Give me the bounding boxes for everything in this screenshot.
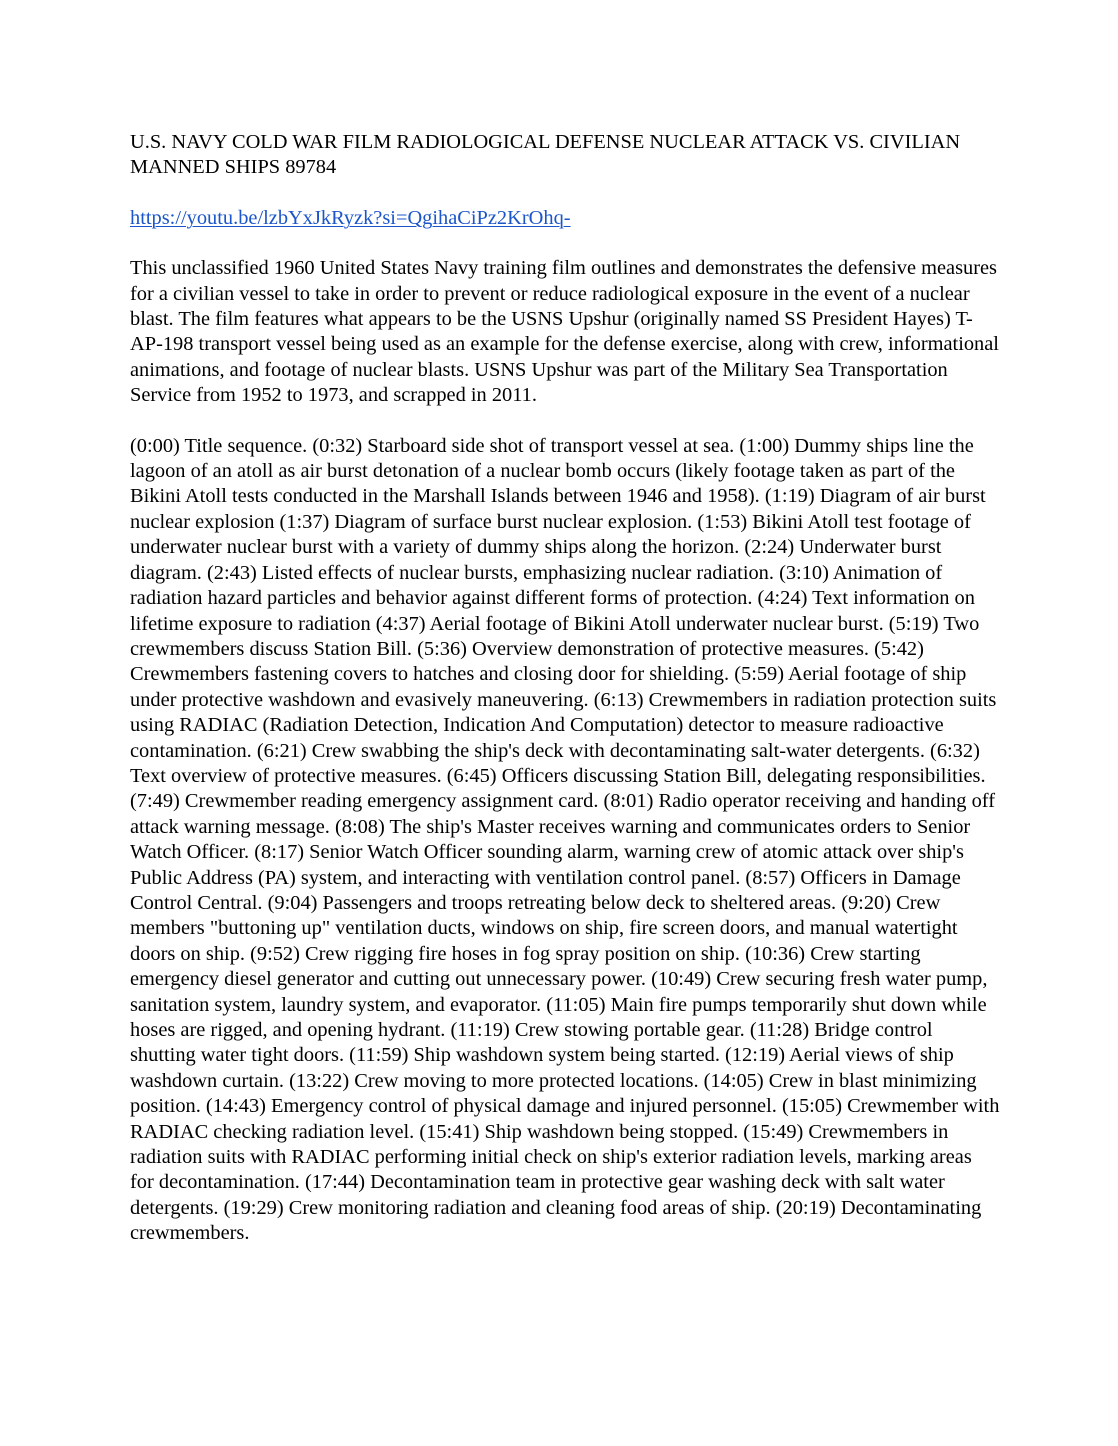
document-title: U.S. NAVY COLD WAR FILM RADIOLOGICAL DEFENSE NUCLEAR ATTACK VS. CIVILIAN MANNED SHIPS 89784 xyxy=(130,131,961,179)
intro-paragraph: This unclassified 1960 United States Navy training film outlines and demonstrates the defensive measures for a civilian vessel to take in order to prevent or reduce radiological exposure in the event of a nuclear blast. The film features what appears to be the USNS Upshur (originally named SS President Hayes) T-AP-198 transport vessel being used as an example for the defense exercise, along with crew, informational animations, and footage of nuclear blasts. USNS Upshur was part of the Military Sea Transportation Service from 1952 to 1973, and scrapped in 2011. xyxy=(130,257,999,407)
document-page xyxy=(130,130,1000,1247)
video-link[interactable]: https://youtu.be/lzbYxJkRyzk?si=QgihaCiPz2KrOhq- xyxy=(130,206,571,229)
link-paragraph xyxy=(130,206,1000,231)
timeline-paragraph: (0:00) Title sequence. (0:32) Starboard side shot of transport vessel at sea. (1:00) Dummy ships line the lagoon of an atoll as air burst detonation of a nuclear bomb occurs (likely footage taken as part of the Bikini Atoll tests conducted in the Marshall Islands between 1946 and 1958). (1:19) Diagram of air burst nuclear explosion (1:37) Diagram of surface burst nuclear explosion. (1:53) Bikini Atoll test footage of underwater nuclear burst with a variety of dummy ships along the horizon. (2:24) Underwater burst diagram. (2:43) Listed effects of nuclear bursts, emphasizing nuclear radiation. (3:10) Animation of radiation hazard particles and behavior against different forms of protection. (4:24) Text information on lifetime exposure to radiation (4:37) Aerial footage of Bikini Atoll underwater nuclear burst. (5:19) Two crewmembers discuss Station Bill. (5:36) Overview demonstration of protective measures. (5:42) Crewmembers fastening covers to hatches and closing door for shielding. (5:59) Aerial footage of ship under protective washdown and evasively maneuvering. (6:13) Crewmembers in radiation protection suits using RADIAC (Radiation Detection, Indication And Computation) detector to measure radioactive contamination. (6:21) Crew swabbing the ship's deck with decontaminating salt-water detergents. (6:32) Text overview of protective measures. (6:45) Officers discussing Station Bill, delegating responsibilities. (7:49) Crewmember reading emergency assignment card. (8:01) Radio operator receiving and handing off attack warning message. (8:08) The ship's Master receives warning and communicates orders to Senior Watch Officer. (8:17) Senior Watch Officer sounding alarm, warning crew of atomic attack over ship's Public Address (PA) system, and interacting with ventilation control panel. (8:57) Officers in Damage Control Central. (9:04) Passengers and troops retreating below deck to sheltered areas. (9:20) Crew members "buttoning up" ventilation ducts, windows on ship, fire screen doors, and manual watertight doors on ship. (9:52) Crew rigging fire hoses in fog spray position on ship. (10:36) Crew starting emergency diesel generator and cutting out unnecessary power. (10:49) Crew securing fresh water pump, sanitation system, laundry system, and evaporator. (11:05) Main fire pumps temporarily shut down while hoses are rigged, and opening hydrant. (11:19) Crew stowing portable gear. (11:28) Bridge control shutting water tight doors. (11:59) Ship washdown system being started. (12:19) Aerial views of ship washdown curtain. (13:22) Crew moving to more protected locations. (14:05) Crew in blast minimizing position. (14:43) Emergency control of physical damage and injured personnel. (15:05) Crewmember with RADIAC checking radiation level. (15:41) Ship washdown being stopped. (15:49) Crewmembers in radiation suits with RADIAC performing initial check on ship's exterior radiation levels, marking areas for decontamination. (17:44) Decontamination team in protective gear washing deck with salt water detergents. (19:29) Crew monitoring radiation and cleaning food areas of ship. (20:19) Decontaminating crewmembers. xyxy=(130,434,1000,1245)
